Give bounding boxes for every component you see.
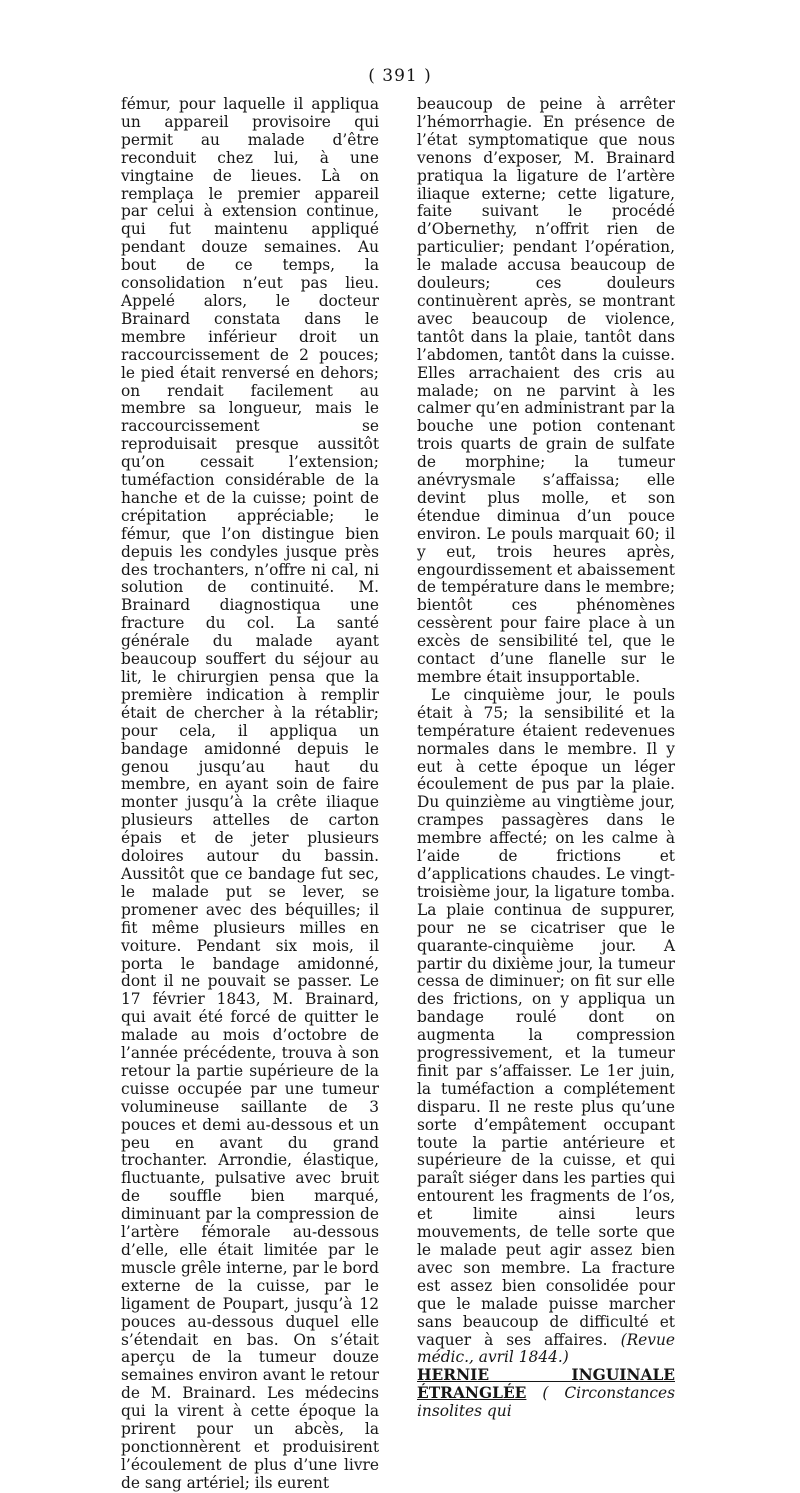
paragraph-2-text: Le cinquième jour, le pouls était à 75; la sensibilité et la température étaient redevenues normales dans le membre. Il y eut à cette époque un léger écoulement de pus par la plaie. Du quinzième au vingtième jour, crampes passagères dans le membre affecté; on les calme à l’aide de frictions et d’applications chaudes. Le vingt-troisième jour, la ligature tomba. La plaie continua de suppurer, pour ne se cicatriser que le quarante-cinquième jour. A partir du dixième jour, la tumeur cessa de diminuer; on fit sur elle des frictions, on y appliqua un bandage roulé dont on augmenta la compression progressivement, et la tumeur finit par s’affaisser. Le 1er juin, la tuméfaction a complétement disparu. Il ne reste plus qu’une sorte d’empâtement occupant toute la partie antérieure et supérieure de la cuisse, et qui paraît siéger dans les parties qui entourent les fragments de l’os, et limite ainsi leurs mouvements, de telle sorte que le malade peut agir assez bien avec son membre. La fracture est assez bien consolidée pour que le malade puisse marcher sans beaucoup de difficulté et vaquer à ses affaires. (417, 685, 675, 1349)
right-paragraph-1: beaucoup de peine à arrêter l’hémorrhagie. En présence de l’état symptomatique que nous venons d’exposer, M. Brainard pratiqua la ligature de l’artère iliaque externe; cette ligature, faite suivant le procédé d’Obernethy, n’offrit rien de particulier; pendant l’opération, le malade accusa beaucoup de douleurs; ces douleurs continuèrent après, se montrant avec beaucoup de violence, tantôt dans la plaie, tantôt dans l’abdomen, tantôt dans la cuisse. Elles arrachaient des cris au malade; on ne parvint à les calmer qu’en administrant par la bouche une potion contenant trois quarts de grain de sulfate de morphine; la tumeur anévrysmale s’affaissa; elle devint plus molle, et son étendue diminua d’un pouce environ. Le pouls marquait 60; il y eut, trois heures après, engourdissement et abaissement de température dans le membre; bientôt ces phénomènes cessèrent pour faire place à un excès de sensibilité tel, que le contact d’une flanelle sur le membre était insupportable. (417, 95, 675, 686)
section-heading (417, 1367, 675, 1421)
right-paragraph-2 (417, 687, 675, 1367)
right-column (417, 96, 675, 1421)
left-paragraph: fémur, pour laquelle il appliqua un appareil provisoire qui permit au malade d’être reconduit chez lui, à une vingtaine de lieues. Là on remplaça le premier appareil par celui à extension continue, qui fut maintenu appliqué pendant douze semaines. Au bout de ce temps, la consolidation n’eut pas lieu. Appelé alors, le docteur Brainard constata dans le membre inférieur droit un raccourcissement de 2 pouces; le pied était renversé en dehors; on rendait facilement au membre sa longueur, mais le raccourcissement se reproduisait presque aussitôt qu’on cessait l’extension; tuméfaction considérable de la hanche et de la cuisse; point de crépitation appréciable; le fémur, que l’on distingue bien depuis les condyles jusque près des trochanters, n’offre ni cal, ni solution de continuité. M. Brainard diagnostiqua une fracture du col. La santé générale du malade ayant beaucoup souffert du séjour au lit, le chirurgien pensa que la première indication à remplir était de chercher à la rétablir; pour cela, il appliqua un bandage amidonné depuis le genou jusqu’au haut du membre, en ayant soin de faire monter jusqu’à la crête iliaque plusieurs attelles de carton épais et de jeter plusieurs doloires autour du bassin. Aussitôt que ce bandage fut sec, le malade put se lever, se promener avec des béquilles; il fit même plusieurs milles en voiture. Pendant six mois, il porta le bandage amidonné, dont il ne pouvait se passer. Le 17 février 1843, M. Brainard, qui avait été forcé de quitter le malade au mois d’octobre de l’année précédente, trouva à son retour la partie supérieure de la cuisse occupée par une tumeur volumineuse saillante de 3 pouces et demi au-dessous et un peu en avant du grand trochanter. Arrondie, élastique, fluctuante, pulsative avec bruit de souffle bien marqué, diminuant par la compression de l’artère fémorale au-dessous d’elle, elle était limitée par le muscle grêle interne, par le bord externe de la cuisse, par le ligament de Poupart, jusqu’à 12 pouces au-dessous duquel elle s’étendait en bas. On s’était aperçu de la tumeur douze semaines environ avant le retour de M. Brainard. Les médecins qui la virent à cette époque la prirent pour un abcès, la ponctionnèrent et produisirent l’écoulement de plus d’une livre de sang artériel; ils eurent (121, 95, 380, 1492)
section-title: HERNIE INGUINALE ÉTRANGLÉE (417, 1366, 675, 1403)
section-subtitle: ( Circonstances insolites qui (417, 1384, 675, 1421)
left-column (121, 96, 379, 1493)
citation: (Revue médic., avril 1844.) (417, 1330, 675, 1367)
page-number: ( 391 ) (368, 66, 432, 86)
